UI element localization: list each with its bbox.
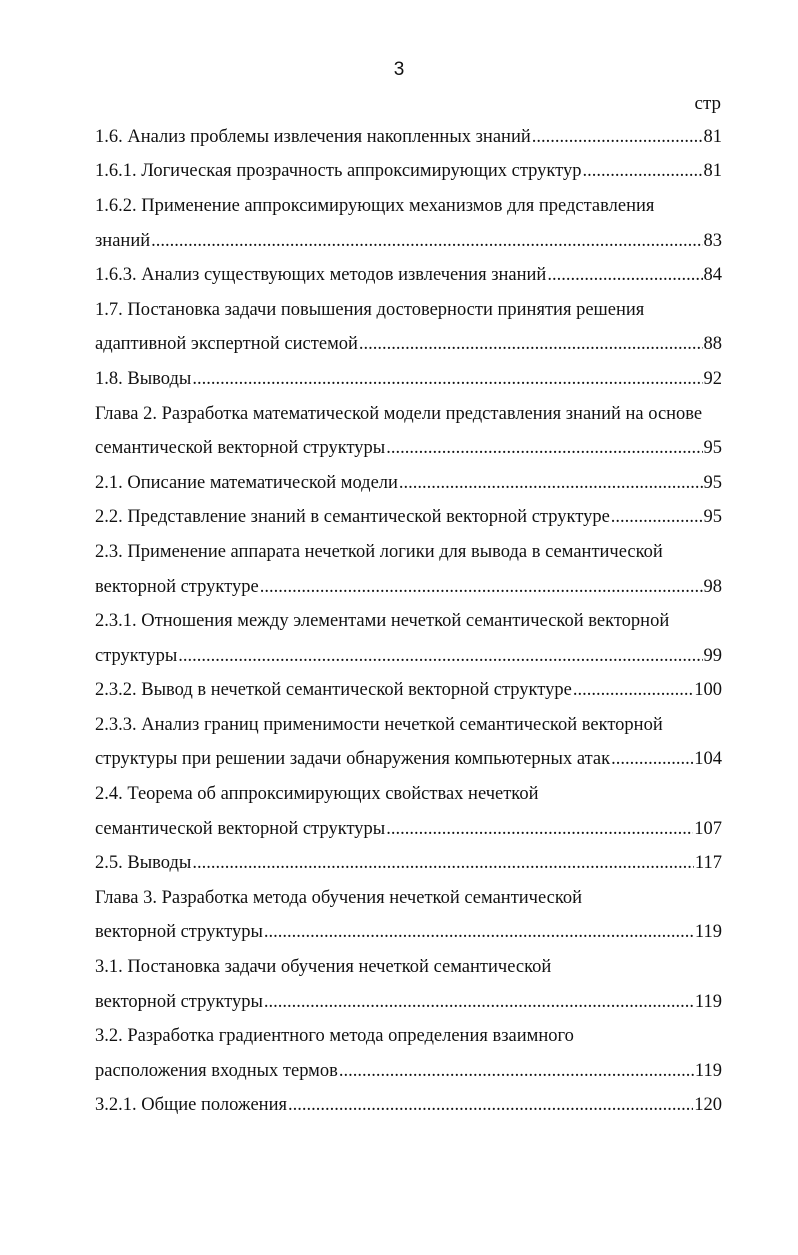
toc-page-number: 120 — [694, 1095, 722, 1116]
toc-entry — [95, 950, 722, 1019]
toc-entry-line — [95, 258, 722, 293]
pages-column-label: стр — [694, 93, 721, 114]
toc-entry — [95, 846, 722, 881]
toc-entry-title: 1.6.2. Применение аппроксимирующих механизмов для представления — [95, 195, 655, 216]
toc-entry-line — [95, 708, 722, 743]
dot-leader — [192, 369, 702, 390]
toc-entry-line — [95, 224, 722, 259]
toc-entry-title: структуры — [95, 645, 178, 666]
toc-entry — [95, 1089, 722, 1124]
toc-entry-title: 3.2. Разработка градиентного метода определения взаимного — [95, 1026, 574, 1047]
toc-entry-title: 2.5. Выводы — [95, 853, 192, 874]
toc-entry-line — [95, 846, 722, 881]
dot-leader — [192, 853, 694, 874]
dot-leader — [260, 577, 703, 598]
toc-page-number: 99 — [703, 645, 722, 666]
toc-entry-title: 2.1. Описание математической модели — [95, 472, 398, 493]
toc-entry-line — [95, 189, 722, 224]
toc-entry-title: векторной структуры — [95, 922, 263, 943]
toc-page-number: 81 — [703, 126, 722, 147]
toc-page-number: 100 — [694, 680, 722, 701]
toc-entry-line — [95, 1054, 722, 1089]
toc-entry-title: 3.2.1. Общие положения — [95, 1095, 287, 1116]
toc-entry-title: расположения входных термов — [95, 1060, 338, 1081]
toc-entry — [95, 293, 722, 362]
table-of-contents — [95, 120, 722, 1123]
toc-entry — [95, 881, 722, 950]
toc-entry-line — [95, 674, 722, 709]
dot-leader — [288, 1095, 693, 1116]
toc-entry-line — [95, 777, 722, 812]
dot-leader — [264, 992, 694, 1013]
toc-entry-title: векторной структуры — [95, 991, 263, 1012]
toc-page-number: 92 — [703, 368, 722, 389]
dot-leader — [264, 922, 694, 943]
toc-entry-line — [95, 397, 722, 432]
dot-leader — [399, 473, 703, 494]
toc-entry — [95, 397, 722, 466]
toc-entry-title: Глава 2. Разработка математической модели представления знаний на основе — [95, 403, 703, 424]
toc-entry — [95, 777, 722, 846]
toc-entry-line — [95, 570, 722, 605]
toc-entry-title: 2.3.1. Отношения между элементами нечеткой семантической векторной — [95, 611, 670, 632]
toc-entry-line — [95, 639, 722, 674]
toc-entry-title: структуры при решении задачи обнаружения компьютерных атак — [95, 749, 611, 770]
toc-entry — [95, 120, 722, 155]
toc-entry-line — [95, 950, 722, 985]
toc-entry-title: 2.3.3. Анализ границ применимости нечеткой семантической векторной — [95, 714, 663, 735]
toc-entry — [95, 258, 722, 293]
toc-entry-line — [95, 916, 722, 951]
toc-entry — [95, 604, 722, 673]
toc-entry — [95, 708, 722, 777]
toc-entry-title: семантической векторной структуры — [95, 438, 386, 459]
toc-entry-title: семантической векторной структуры — [95, 818, 386, 839]
toc-entry-line — [95, 328, 722, 363]
toc-entry-title: адаптивной экспертной системой — [95, 334, 358, 355]
toc-entry-line — [95, 501, 722, 536]
dot-leader — [359, 334, 703, 355]
dot-leader — [386, 819, 693, 840]
toc-entry — [95, 1019, 722, 1088]
dot-leader — [339, 1061, 694, 1082]
toc-entry-line — [95, 362, 722, 397]
toc-entry-line — [95, 1019, 722, 1054]
dot-leader — [532, 127, 703, 148]
page-number: 3 — [393, 59, 405, 80]
dot-leader — [583, 161, 703, 182]
toc-entry-title: 1.8. Выводы — [95, 368, 192, 389]
toc-page-number: 119 — [694, 1060, 722, 1081]
toc-entry-title: 1.6.1. Логическая прозрачность аппроксимирующих структур — [95, 161, 582, 182]
toc-entry-title: 3.1. Постановка задачи обучения нечеткой семантической — [95, 957, 552, 978]
toc-entry-title: 2.3.2. Вывод в нечеткой семантической векторной структуре — [95, 680, 572, 701]
dot-leader — [611, 749, 693, 770]
toc-entry-title: 2.4. Теорема об аппроксимирующих свойствах нечеткой — [95, 784, 539, 805]
dot-leader — [611, 507, 703, 528]
toc-entry-title: 2.3. Применение аппарата нечеткой логики для вывода в семантической — [95, 541, 663, 562]
toc-entry-line — [95, 604, 722, 639]
toc-entry — [95, 674, 722, 709]
toc-page-number: 81 — [703, 161, 722, 182]
toc-entry-title: знаний — [95, 230, 151, 251]
toc-entry-title: Глава 3. Разработка метода обучения нечеткой семантической — [95, 887, 583, 908]
toc-entry-line — [95, 985, 722, 1020]
toc-page-number: 95 — [703, 472, 722, 493]
dot-leader — [547, 265, 702, 286]
toc-entry-line — [95, 120, 722, 155]
toc-entry-line — [95, 1089, 722, 1124]
toc-page-number: 117 — [694, 853, 722, 874]
toc-page-number: 119 — [694, 922, 722, 943]
dot-leader — [151, 231, 702, 252]
toc-page-number: 98 — [703, 576, 722, 597]
toc-page-number: 104 — [694, 749, 722, 770]
toc-entry-title: 1.6. Анализ проблемы извлечения накопленных знаний — [95, 126, 531, 147]
toc-entry-title: 2.2. Представление знаний в семантической векторной структуре — [95, 507, 610, 528]
toc-entry-line — [95, 535, 722, 570]
toc-entry — [95, 155, 722, 190]
toc-entry-line — [95, 293, 722, 328]
toc-page-number: 95 — [703, 438, 722, 459]
dot-leader — [573, 680, 693, 701]
toc-entry-line — [95, 743, 722, 778]
toc-entry-title: 1.6.3. Анализ существующих методов извлечения знаний — [95, 265, 547, 286]
toc-page-number: 119 — [694, 991, 722, 1012]
toc-entry — [95, 535, 722, 604]
toc-entry — [95, 362, 722, 397]
toc-entry-line — [95, 812, 722, 847]
toc-entry-line — [95, 431, 722, 466]
toc-entry-line — [95, 881, 722, 916]
toc-page-number: 83 — [703, 230, 722, 251]
toc-entry-title: векторной структуре — [95, 576, 259, 597]
toc-entry — [95, 501, 722, 536]
toc-page-number: 107 — [694, 818, 722, 839]
toc-page-number: 88 — [703, 334, 722, 355]
toc-entry-line — [95, 155, 722, 190]
toc-entry — [95, 466, 722, 501]
toc-entry-line — [95, 466, 722, 501]
toc-entry-title: 1.7. Постановка задачи повышения достоверности принятия решения — [95, 299, 645, 320]
dot-leader — [386, 438, 702, 459]
dot-leader — [178, 646, 702, 667]
toc-page-number: 84 — [703, 265, 722, 286]
toc-page-number: 95 — [703, 507, 722, 528]
toc-entry — [95, 189, 722, 258]
